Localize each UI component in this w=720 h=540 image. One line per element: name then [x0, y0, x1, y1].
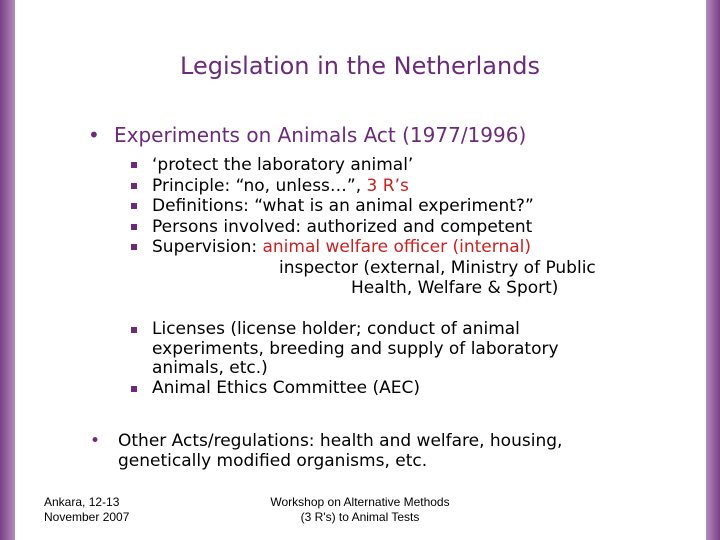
list-item-text: Licenses (license holder; conduct of animal	[152, 319, 520, 339]
main-bullet-text: Experiments on Animals Act (1977/1996)	[114, 123, 527, 147]
list-item-text: Animal Ethics Committee (AEC)	[152, 377, 421, 398]
supervision-continuation: Health, Welfare & Sport)	[351, 278, 559, 298]
list-item	[131, 155, 596, 176]
list-item	[131, 237, 596, 258]
square-bullet-icon	[131, 327, 137, 333]
square-bullet-icon	[131, 203, 137, 209]
footer-event-line: Workshop on Alternative Methods	[270, 495, 450, 509]
footer-date-line: November 2007	[44, 510, 130, 524]
right-decorative-bar	[706, 0, 720, 540]
footer-date-line: Ankara, 12-13	[44, 495, 120, 509]
bullet-dot-icon: •	[90, 431, 101, 451]
sub-bullet-list	[131, 155, 596, 299]
bullet-dot-icon: •	[88, 123, 100, 147]
footer-event-line: (3 R's) to Animal Tests	[300, 510, 420, 524]
second-bullet-text: Other Acts/regulations: health and welfare, housing,	[118, 431, 563, 451]
sub-bullet-list-2	[131, 320, 559, 398]
list-item-text: Definitions: “what is an animal experiment?”	[152, 196, 534, 216]
main-bullet	[88, 123, 526, 147]
list-item	[131, 379, 559, 399]
list-item	[131, 196, 596, 217]
list-item-text: ‘protect the laboratory animal’	[152, 155, 414, 175]
supervision-continuation: inspector (external, Ministry of Public	[279, 257, 596, 278]
square-bullet-icon	[131, 386, 137, 392]
list-item	[131, 320, 559, 379]
highlight-text: 3 R’s	[366, 175, 409, 196]
second-bullet-text: genetically modified organisms, etc.	[118, 451, 428, 471]
list-item-text: Principle: “no, unless…”,	[152, 175, 367, 196]
slide-title: Legislation in the Netherlands	[180, 52, 540, 80]
footer-date	[44, 495, 129, 525]
list-item-text: animals, etc.)	[152, 358, 268, 378]
list-item	[131, 176, 596, 197]
square-bullet-icon	[131, 244, 137, 250]
list-item-text: Persons involved: authorized and competent	[152, 216, 533, 237]
highlight-text: animal welfare officer (internal)	[262, 237, 531, 257]
square-bullet-icon	[131, 162, 137, 168]
left-decorative-bar	[0, 0, 15, 540]
square-bullet-icon	[131, 224, 137, 230]
footer-event	[220, 495, 500, 525]
square-bullet-icon	[131, 183, 137, 189]
second-bullet	[90, 431, 562, 471]
list-item-text: Supervision:	[152, 237, 263, 257]
list-item-text: experiments, breeding and supply of laboratory	[152, 338, 559, 359]
list-item	[131, 217, 596, 238]
